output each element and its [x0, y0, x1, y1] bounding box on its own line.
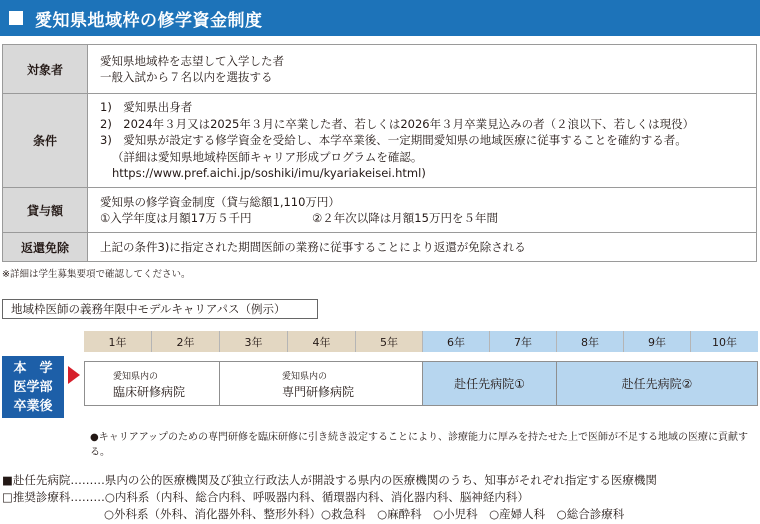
phase-main-label: 臨床研修病院	[113, 385, 186, 399]
phase-assignment-1: 赴任先病院①	[423, 361, 557, 406]
row-label: 対象者	[3, 45, 88, 94]
phase-specialty-training	[220, 361, 423, 406]
year-cell: 10年	[691, 331, 758, 352]
side-label-line: 本 学	[13, 361, 53, 376]
legend-line: ○外科系（外科、消化器外科、整形外科）○救急科 ○麻酔科 ○小児科 ○産婦人科 ○総合診療科	[104, 507, 625, 521]
graduation-label-box	[2, 356, 64, 418]
sub-item: ①入学年度は月額17万５千円	[100, 211, 252, 225]
year-cell: 9年	[624, 331, 691, 352]
year-cell: 1年	[84, 331, 152, 352]
phase-assignment-2: 赴任先病院②	[557, 361, 758, 406]
sub-item: ②２年次以降は月額15万円を５年間	[312, 211, 498, 225]
value-line: 2) 2024年３月又は2025年３月に卒業した者、若しくは2026年３月卒業見込みの者（２浪以下、若しくは現役）	[100, 116, 695, 131]
legend-line: □推奨診療科………○内科系（内科、総合内科、呼吸器内科、循環器内科、消化器内科、脳神経内科）	[2, 490, 529, 504]
year-cell: 2年	[152, 331, 220, 352]
phase-main-label: 専門研修病院	[282, 385, 355, 399]
side-label-line: 医学部	[13, 380, 53, 395]
career-path-title: 地域枠医師の義務年限中モデルキャリアパス（例示）	[2, 299, 318, 319]
career-note: ●キャリアアップのための専門研修を臨床研修に引き続き設定することにより、診療能力に厚みを持たせた上で医師が不足する地域の医療に貢献する。	[90, 432, 749, 458]
row-value	[88, 233, 757, 262]
value-line: （詳細は愛知県地域枠医師キャリア形成プログラムを確認。	[112, 149, 423, 164]
table-row	[3, 233, 757, 262]
value-line: 上記の条件3)に指定された期間医師の業務に従事することにより返還が免除される	[100, 239, 526, 254]
row-label: 条件	[3, 94, 88, 188]
value-subline	[100, 210, 746, 227]
row-label: 返還免除	[3, 233, 88, 262]
title-bar	[0, 0, 760, 36]
table-row	[3, 45, 757, 94]
side-label-line: 卒業後	[13, 399, 53, 414]
info-table	[2, 44, 757, 262]
table-row	[3, 94, 757, 188]
value-line: 愛知県地域枠を志望して入学した者	[100, 53, 284, 68]
year-cell: 7年	[490, 331, 557, 352]
title-square-icon	[9, 11, 23, 25]
page-title: 愛知県地域枠の修学資金制度	[35, 10, 263, 31]
phase-clinical-training	[84, 361, 220, 406]
row-value	[88, 45, 757, 94]
value-line: https://www.pref.aichi.jp/soshiki/imu/kyariakeisei.html)	[112, 166, 426, 181]
phase-small-label: 愛知県内の	[113, 372, 159, 382]
footnote: ※詳細は学生募集要項で確認してください。	[2, 269, 191, 280]
legend-line: ■赴任先病院………県内の公的医療機関及び独立行政法人が開設する県内の医療機関のうち、知事がそれぞれ指定する医療機関	[2, 473, 657, 487]
arrow-right-icon	[68, 366, 80, 384]
year-cell: 3年	[220, 331, 288, 352]
row-value	[88, 94, 757, 188]
year-cell: 8年	[557, 331, 624, 352]
value-line: 一般入試から７名以内を選抜する	[100, 70, 273, 84]
year-cell: 5年	[356, 331, 423, 352]
year-cell: 6年	[423, 331, 490, 352]
value-line: 愛知県の修学資金制度（貸与総額1,110万円）	[100, 194, 340, 209]
value-line: 3) 愛知県が設定する修学資金を受給し、本学卒業後、一定期間愛知県の地域医療に従事することを確約する者。	[100, 133, 687, 148]
table-row	[3, 188, 757, 233]
row-value	[88, 188, 757, 233]
value-line: 1) 愛知県出身者	[100, 100, 193, 115]
row-label: 貸与額	[3, 188, 88, 233]
phase-small-label: 愛知県内の	[282, 372, 328, 382]
year-cell: 4年	[288, 331, 356, 352]
